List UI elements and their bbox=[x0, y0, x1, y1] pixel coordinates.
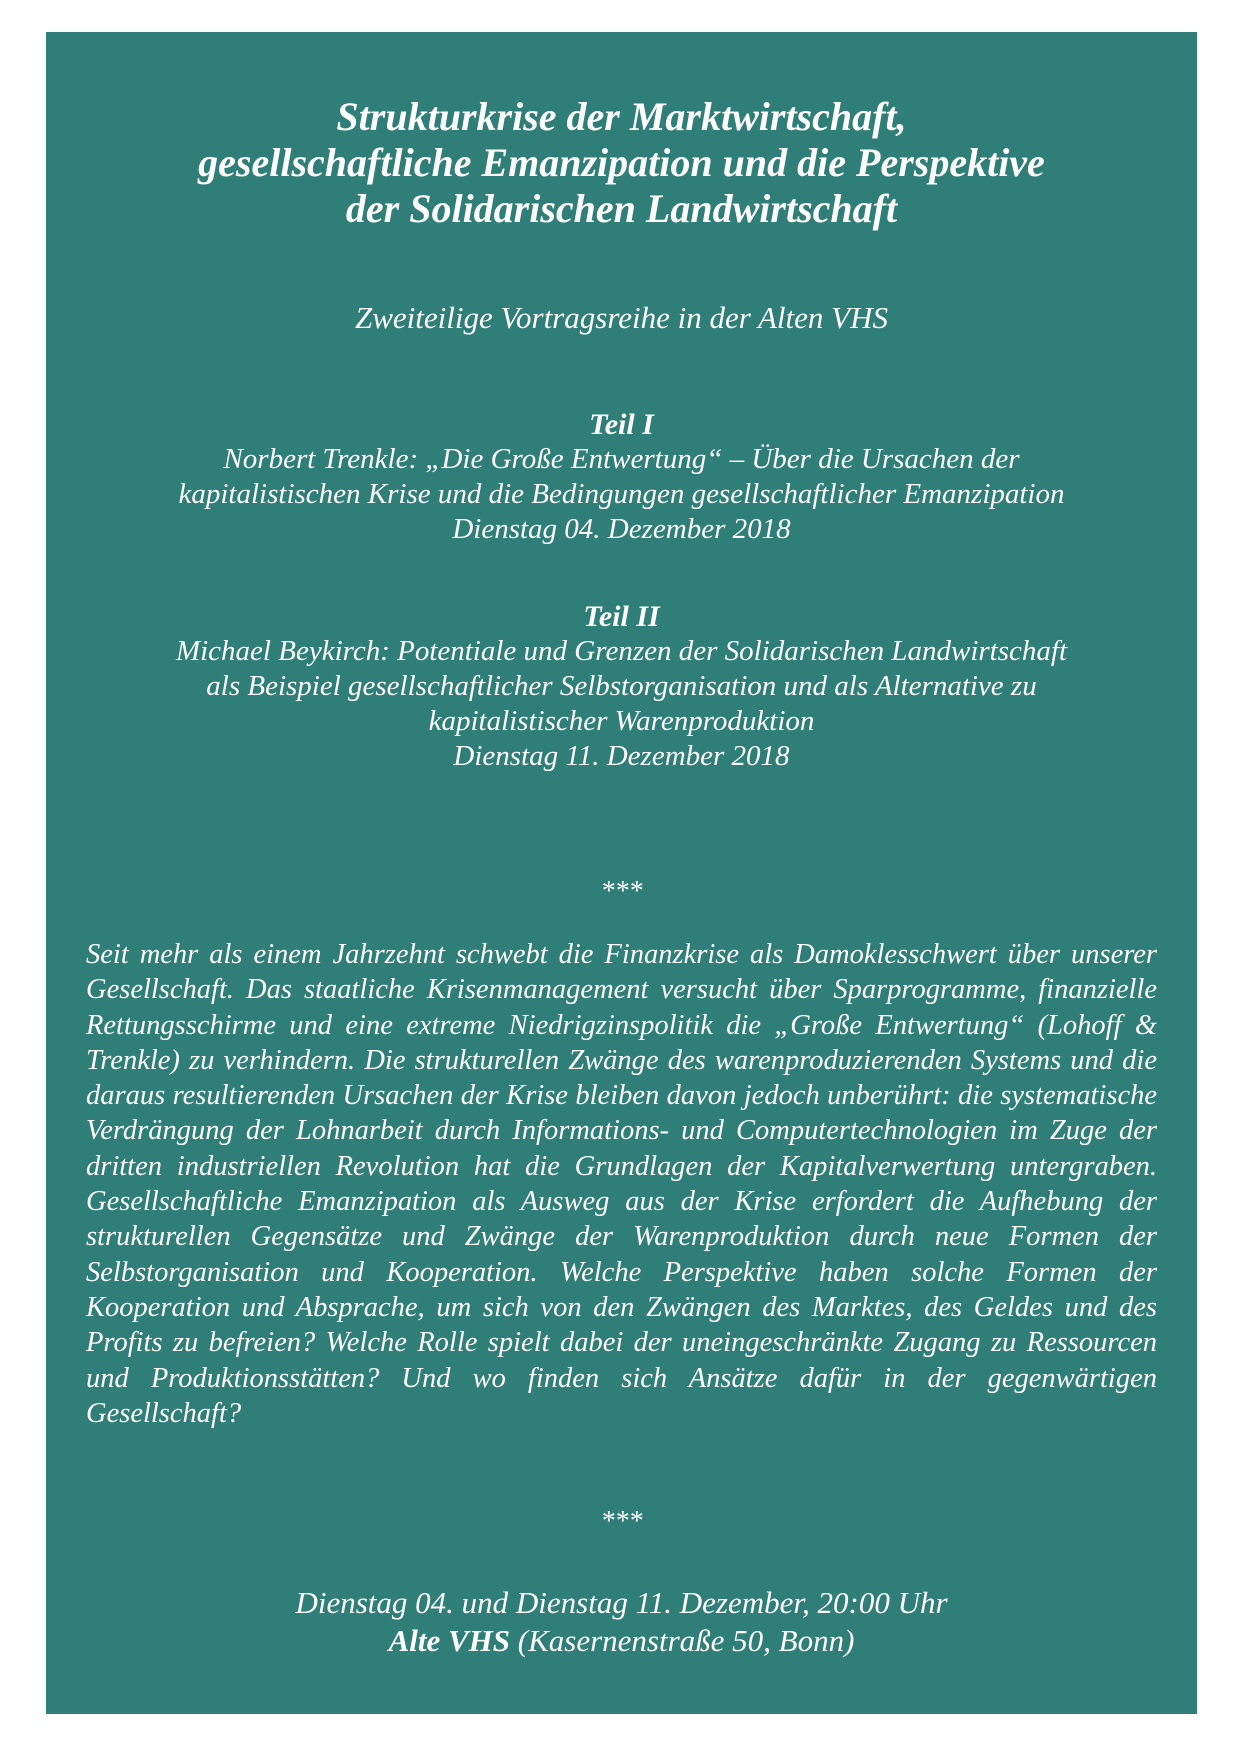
part-line: Norbert Trenkle: „Die Große Entwertung“ – Über die Ursachen der bbox=[223, 443, 1020, 475]
part-label: Teil II bbox=[583, 600, 660, 633]
flyer-subtitle: Zweiteilige Vortragsreihe in der Alten VHS bbox=[355, 300, 888, 335]
venue-address: (Kasernenstraße 50, Bonn) bbox=[517, 1623, 855, 1658]
event-location bbox=[86, 1622, 1157, 1660]
lecture-part-1 bbox=[86, 407, 1157, 547]
part-line: kapitalistischer Warenproduktion bbox=[428, 705, 815, 737]
part-line: als Beispiel gesellschaftlicher Selbstorganisation und als Alternative zu bbox=[206, 670, 1037, 702]
part-date: Dienstag 11. Dezember 2018 bbox=[453, 740, 790, 772]
event-details bbox=[86, 1584, 1157, 1660]
section-separator: *** bbox=[600, 1506, 643, 1537]
lecture-part-2 bbox=[86, 599, 1157, 774]
event-datetime: Dienstag 04. und Dienstag 11. Dezember, 20:00 Uhr bbox=[295, 1585, 948, 1620]
part-date: Dienstag 04. Dezember 2018 bbox=[452, 513, 791, 545]
description-paragraph: Seit mehr als einem Jahrzehnt schwebt die Finanzkrise als Damoklesschwert über unserer Gesellschaft. Das staatliche Krisenmanagement versucht über Sparprogramme, finanzielle Rettungsschirme und eine extreme Niedrigzinspolitik die „Große Entwertung“ (Lohoff & Trenkle) zu verhindern. Die strukturellen Zwänge des warenproduzierenden Systems und die daraus resultierenden Ursachen der Krise bleiben davon jedoch unberührt: die systematische Verdrängung der Lohnarbeit durch Informations- und Computertechnologien im Zuge der dritten industriellen Revolution hat die Grundlagen der Kapitalverwertung untergraben. Gesellschaftliche Emanzipation als Ausweg aus der Krise erfordert die Aufhebung der strukturellen Gegensätze und Zwänge der Warenproduktion durch neue Formen der Selbstorganisation und Kooperation. Welche Perspektive haben solche Formen der Kooperation und Absprache, um sich von den Zwängen des Marktes, des Geldes und des Profits zu befreien? Welche Rolle spielt dabei der uneingeschränkte Zugang zu Ressourcen und Produktionsstätten? Und wo finden sich Ansätze dafür in der gegenwärtigen Gesellschaft? bbox=[86, 939, 1157, 1429]
part-line: Michael Beykirch: Potentiale und Grenzen der Solidarischen Landwirtschaft bbox=[175, 635, 1068, 667]
section-separator: *** bbox=[600, 876, 643, 907]
venue-name: Alte VHS bbox=[388, 1623, 511, 1658]
part-label: Teil I bbox=[589, 408, 654, 441]
title-line: gesellschaftliche Emanzipation und die Perspektive bbox=[198, 140, 1045, 185]
flyer-title bbox=[86, 94, 1157, 232]
flyer-panel bbox=[46, 32, 1197, 1714]
title-line: der Solidarischen Landwirtschaft bbox=[345, 186, 898, 231]
part-line: kapitalistischen Krise und die Bedingungen gesellschaftlicher Emanzipation bbox=[178, 478, 1065, 510]
title-line: Strukturkrise der Marktwirtschaft, bbox=[336, 94, 907, 139]
